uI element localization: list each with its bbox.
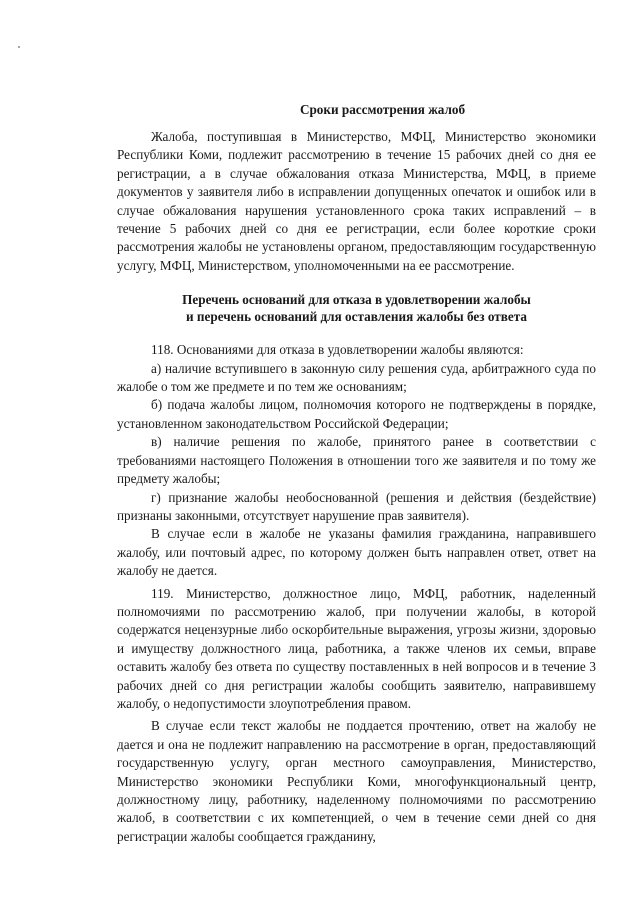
section-title-grounds-line2: и перечень оснований для оставления жалобы без ответа: [186, 309, 527, 325]
section-title-grounds-line1: Перечень оснований для отказа в удовлетворении жалобы: [182, 292, 531, 308]
paragraph-119: 119. Министерство, должностное лицо, МФЦ, работник, наделенный полномочиями по рассмотрению жалоб, при получении жалобы, в которой содержатся нецензурные либо оскорбительные выражения, угрозы жизни, здоровью и имуществу должностного лица, работника, а также членов их семьи, вправе оставить жалобу без ответа по существу поставленных в ней вопросов и в течение 3 рабочих дней со дня регистрации жалобы сообщить заявителю, направившему жалобу, о недопустимости злоупотребления правом.: [117, 585, 596, 711]
paragraph-119-unreadable: В случае если текст жалобы не поддается прочтению, ответ на жалобу не дается и она не подлежит направлению на рассмотрение в орган, предоставляющий государственную услугу, орган местного самоуправления, Министерство, Министерство экономики Республики Коми, многофункциональный центр, должностному лицу, работнику, наделенному полномочиями по рассмотрению жалоб, в соответствии с их компетенцией, о чем в течение семи дней со дня регистрации жалобы сообщается гражданину,: [117, 718, 596, 844]
paragraph-deadlines: Жалоба, поступившая в Министерство, МФЦ, Министерство экономики Республики Коми, подлежит рассмотрению в течение 15 рабочих дней со дня ее регистрации, а в случае обжалования отказа Министерства, МФЦ, в приеме документов у заявителя либо в исправлении допущенных опечаток и ошибок или в случае обжалования нарушения установленного срока таких исправлений – в течение 5 рабочих дней со дня ее регистрации, если более короткие сроки рассмотрения жалобы не установлены органом, предоставляющим государственную услугу, МФЦ, Министерством, уполномоченными на ее рассмотрение.: [117, 129, 596, 273]
section-title-grounds: [117, 291, 596, 325]
paragraph-118-d: г) признание жалобы необоснованной (решения и действия (бездействие) признаны законными, отсутствует нарушение прав заявителя).: [117, 489, 596, 523]
paragraph-118: 118. Основаниями для отказа в удовлетворении жалобы являются:: [151, 342, 524, 358]
scan-speck: [18, 46, 20, 48]
section-title-deadlines: Сроки рассмотрения жалоб: [299, 102, 466, 117]
paragraph-118-a: а) наличие вступившего в законную силу решения суда, арбитражного суда по жалобе о том же предмете и по тем же основаниям;: [117, 360, 596, 395]
paragraph-118-b: б) подача жалобы лицом, полномочия которого не подтверждены в порядке, установленном законодательством Российской Федерации;: [117, 397, 596, 431]
document-body: [117, 101, 596, 846]
paragraph-118-c: в) наличие решения по жалобе, принятого ранее в соответствии с требованиями настоящего Положения в отношении того же заявителя и по тому же предмету жалобы;: [117, 434, 596, 487]
paragraph-118-no-address: В случае если в жалобе не указаны фамилия гражданина, направившего жалобу, или почтовый адрес, по которому должен быть направлен ответ, ответ на жалобу не дается.: [117, 526, 596, 579]
